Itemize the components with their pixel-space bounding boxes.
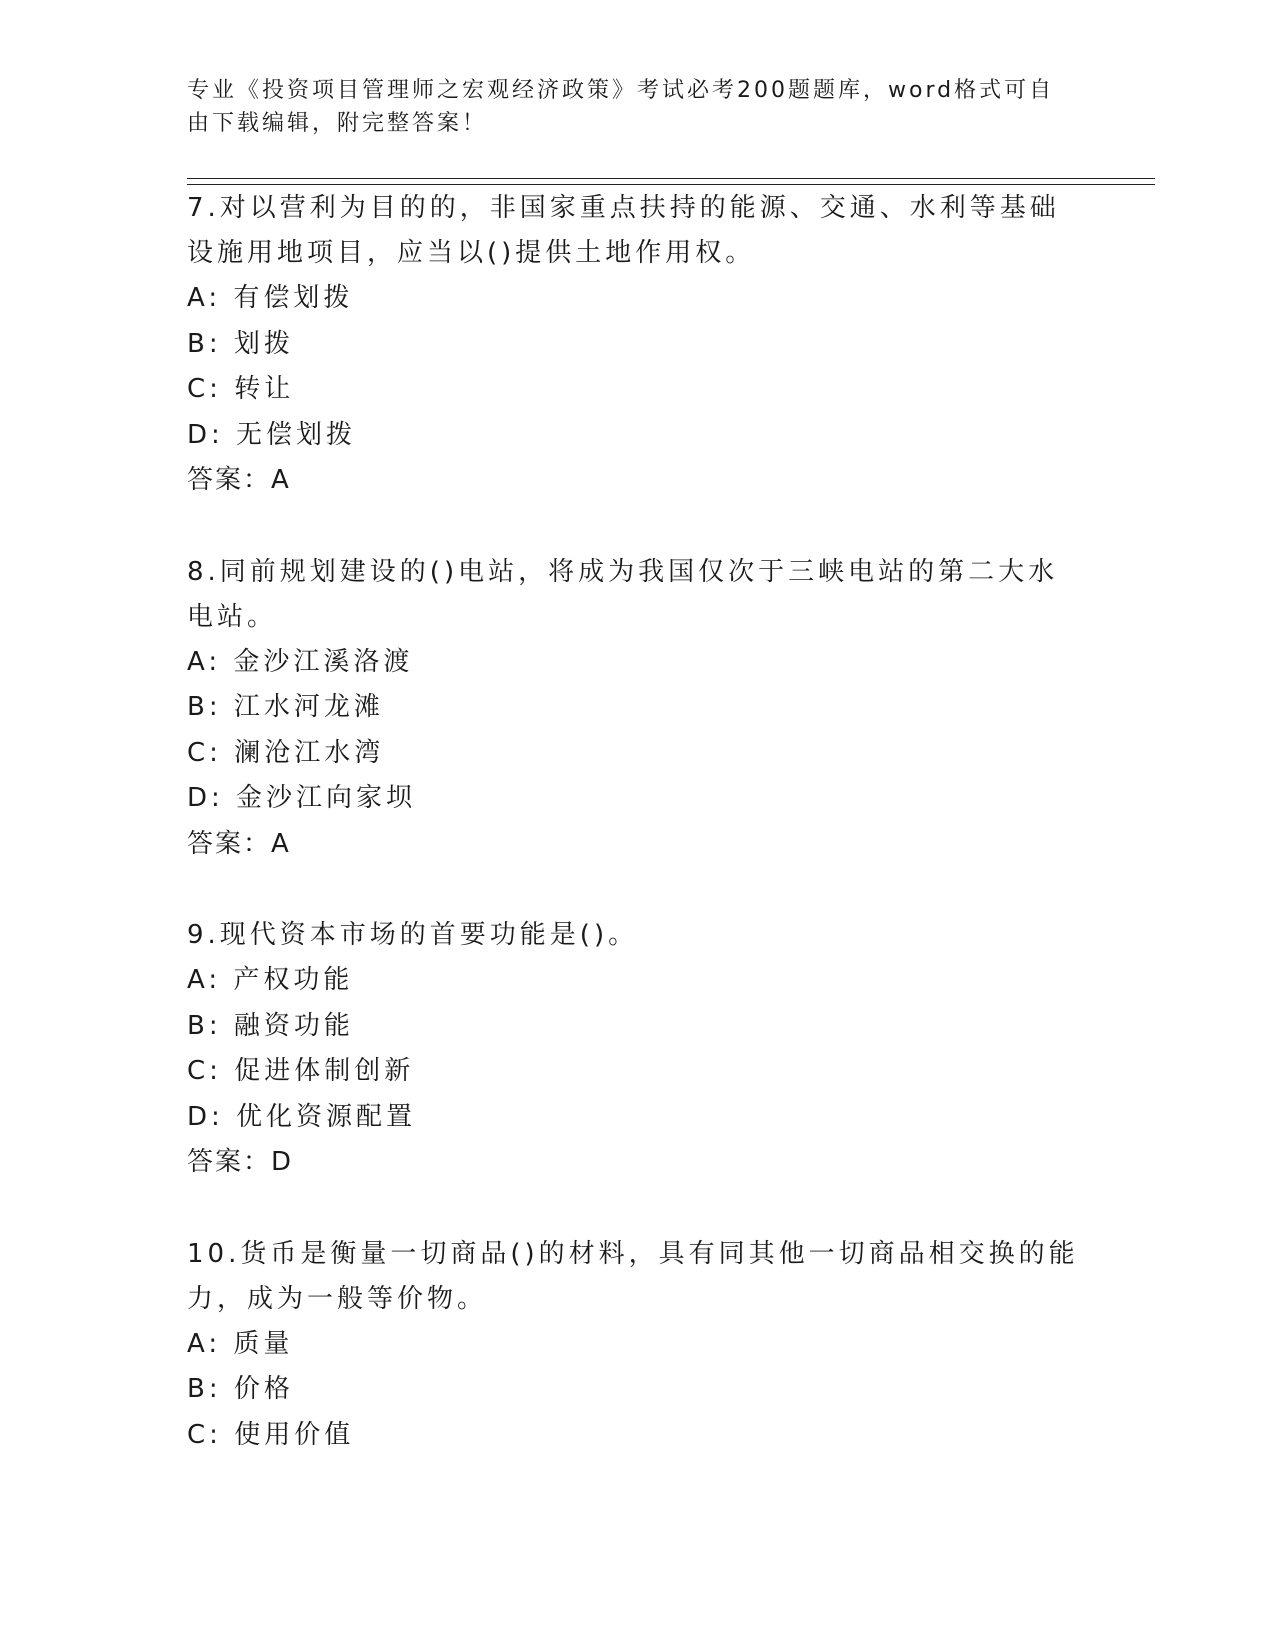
option-label: B: xyxy=(187,328,222,359)
option-text: 质量 xyxy=(233,1328,294,1359)
option-text: 融资功能 xyxy=(233,1010,354,1041)
option-text: 转让 xyxy=(234,374,295,404)
option-text: 澜沧江水湾 xyxy=(234,737,385,768)
option-text: 有偿划拨 xyxy=(233,283,354,313)
option-b xyxy=(187,1367,1087,1413)
document-header: 专业《投资项目管理师之宏观经济政策》考试必考200题题库，word格式可自由下载编辑，附完整答案！ xyxy=(187,78,1055,136)
option-text: 价格 xyxy=(233,1374,294,1404)
answer-line xyxy=(187,822,1087,868)
option-a xyxy=(187,276,1087,322)
option-a xyxy=(187,1322,1087,1368)
header-divider-bottom xyxy=(187,184,1155,185)
option-b xyxy=(187,1004,1087,1050)
question-7 xyxy=(187,186,1087,504)
answer-value: D xyxy=(271,1147,294,1177)
option-label: A: xyxy=(187,283,222,313)
option-label: B: xyxy=(187,1010,222,1041)
answer-label: 答案： xyxy=(187,465,272,495)
option-text: 使用价值 xyxy=(234,1419,355,1450)
answer-label: 答案： xyxy=(187,1147,272,1177)
question-spacer xyxy=(187,1186,1087,1232)
option-c xyxy=(187,731,1087,777)
option-d xyxy=(187,413,1087,459)
question-stem: 8.同前规划建设的()电站，将成为我国仅次于三峡电站的第二大水电站。 xyxy=(187,556,1059,632)
question-10 xyxy=(187,1232,1087,1459)
option-text: 促进体制创新 xyxy=(234,1056,415,1086)
option-text: 金沙江溪洛渡 xyxy=(233,646,414,677)
option-text: 划拨 xyxy=(233,328,294,359)
option-c xyxy=(187,1413,1087,1459)
option-label: A: xyxy=(187,1328,222,1359)
option-b xyxy=(187,685,1087,731)
option-c xyxy=(187,367,1087,413)
option-a xyxy=(187,958,1087,1004)
option-label: B: xyxy=(187,692,222,722)
option-b xyxy=(187,322,1087,368)
option-label: D: xyxy=(187,419,224,450)
option-label: C: xyxy=(187,374,222,404)
option-label: B: xyxy=(187,1374,222,1404)
option-label: D: xyxy=(187,783,224,813)
question-stem: 10.货币是衡量一切商品()的材料，具有同其他一切商品相交换的能力，成为一般等价物。 xyxy=(187,1238,1079,1314)
option-d xyxy=(187,776,1087,822)
question-list xyxy=(187,186,1087,1458)
question-spacer xyxy=(187,867,1087,913)
question-8 xyxy=(187,550,1087,868)
option-label: A: xyxy=(187,965,222,995)
option-text: 江水河龙滩 xyxy=(233,692,384,722)
question-stem: 7.对以营利为目的的，非国家重点扶持的能源、交通、水利等基础设施用地项目，应当以()提供土地作用权。 xyxy=(187,193,1060,268)
answer-line xyxy=(187,1140,1087,1186)
question-9 xyxy=(187,913,1087,1186)
answer-value: A xyxy=(271,828,291,859)
option-text: 金沙江向家坝 xyxy=(236,783,417,813)
option-label: C: xyxy=(187,737,222,768)
answer-label: 答案： xyxy=(187,828,272,859)
option-label: D: xyxy=(187,1101,224,1132)
option-text: 优化资源配置 xyxy=(236,1101,417,1132)
option-d xyxy=(187,1095,1087,1141)
question-spacer xyxy=(187,504,1087,550)
answer-value: A xyxy=(271,465,291,495)
option-c xyxy=(187,1049,1087,1095)
option-text: 产权功能 xyxy=(233,965,354,995)
option-label: A: xyxy=(187,646,222,677)
header-divider-top xyxy=(187,178,1155,179)
option-label: C: xyxy=(187,1419,222,1450)
option-a xyxy=(187,640,1087,686)
option-text: 无偿划拨 xyxy=(236,419,357,450)
answer-line xyxy=(187,458,1087,504)
question-stem: 9.现代资本市场的首要功能是()。 xyxy=(187,920,639,950)
option-label: C: xyxy=(187,1056,222,1086)
